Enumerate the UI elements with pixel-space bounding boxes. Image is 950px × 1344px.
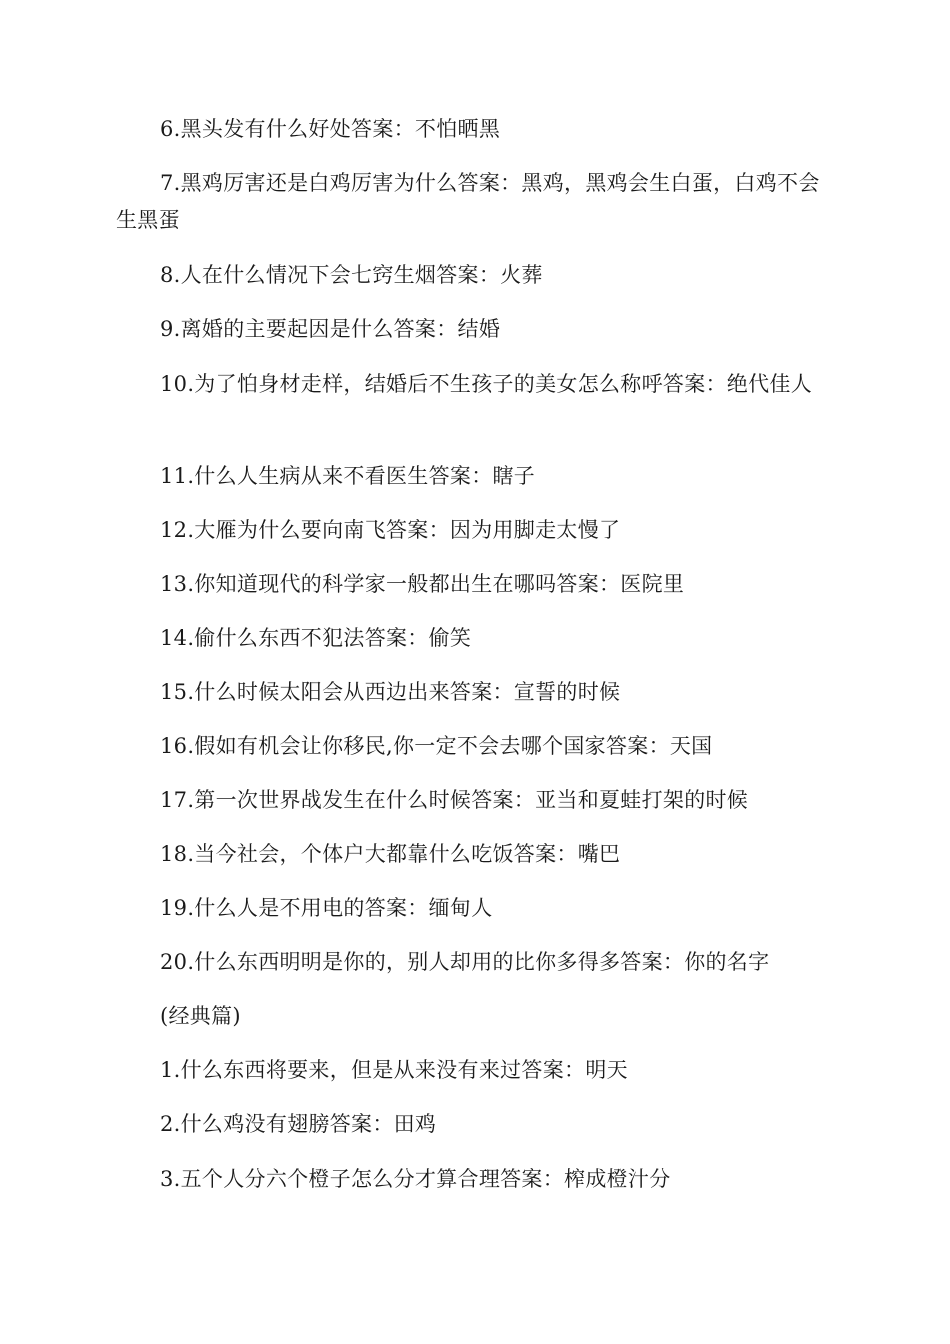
riddle-item-18: 18.当今社会，个体户大都靠什么吃饭答案：嘴巴 xyxy=(160,842,621,866)
riddle-item-20: 20.什么东西明明是你的，别人却用的比你多得多答案：你的名字 xyxy=(160,950,770,974)
riddle-item-15: 15.什么时候太阳会从西边出来答案：宣誓的时候 xyxy=(160,680,621,704)
riddle-item-17: 17.第一次世界战发生在什么时候答案：亚当和夏蛙打架的时候 xyxy=(160,788,749,812)
riddle-item-6: 6.黑头发有什么好处答案：不怕晒黑 xyxy=(160,117,501,141)
riddle-item-7: 7.黑鸡厉害还是白鸡厉害为什么答案：黑鸡，黑鸡会生白蛋，白鸡不会生黑蛋 xyxy=(116,171,820,232)
riddle-item-14: 14.偷什么东西不犯法答案：偷笑 xyxy=(160,626,472,650)
riddle-item-16: 16.假如有机会让你移民,你一定不会去哪个国家答案：天国 xyxy=(160,734,713,758)
classic-riddle-item-1: 1.什么东西将要来，但是从来没有来过答案：明天 xyxy=(160,1058,628,1082)
classic-riddle-item-3: 3.五个人分六个橙子怎么分才算合理答案：榨成橙汁分 xyxy=(160,1167,671,1191)
riddle-item-12: 12.大雁为什么要向南飞答案：因为用脚走太慢了 xyxy=(160,518,621,542)
classic-riddle-item-2: 2.什么鸡没有翅膀答案：田鸡 xyxy=(160,1112,437,1136)
riddle-item-13: 13.你知道现代的科学家一般都出生在哪吗答案：医院里 xyxy=(160,572,685,596)
riddle-item-11: 11.什么人生病从来不看医生答案：瞎子 xyxy=(160,464,536,488)
section-heading-classic: (经典篇) xyxy=(160,1004,241,1028)
riddle-item-19: 19.什么人是不用电的答案：缅甸人 xyxy=(160,896,493,920)
riddle-item-10: 10.为了怕身材走样，结婚后不生孩子的美女怎么称呼答案：绝代佳人 xyxy=(160,372,812,396)
riddle-item-8: 8.人在什么情况下会七窍生烟答案：火葬 xyxy=(160,263,543,287)
riddle-item-9: 9.离婚的主要起因是什么答案：结婚 xyxy=(160,317,501,341)
